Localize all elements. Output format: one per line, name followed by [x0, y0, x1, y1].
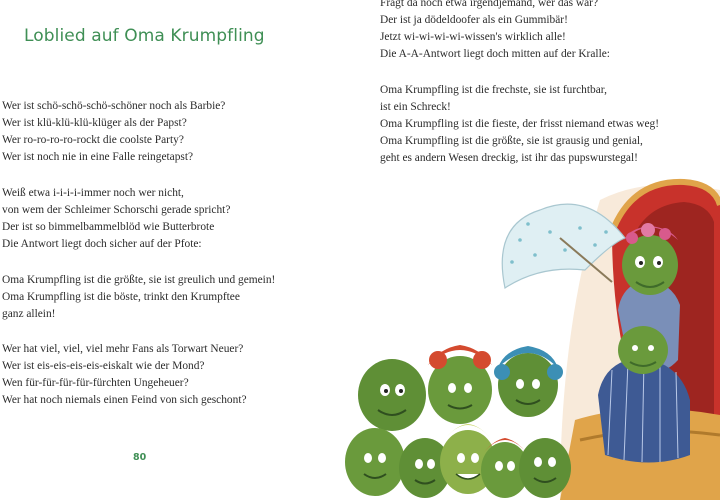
- right-page: [360, 0, 720, 500]
- poem-line: Jetzt wi-wi-wi-wi-wissen's wirklich alle!: [380, 31, 566, 43]
- stanza-2: [2, 185, 230, 253]
- poem-line: Weiß etwa i-i-i-i-immer noch wer nicht,: [2, 187, 184, 199]
- stanza-4: [2, 341, 247, 409]
- poem-line: Der ist so bimmelbammelblöd wie Butterbrote: [2, 221, 215, 233]
- poem-line: Wer ist noch nie in eine Falle reingetapst?: [2, 151, 194, 163]
- poem-line: Die A-A-Antwort liegt doch mitten auf der Kralle:: [380, 48, 610, 60]
- poem-line: Oma Krumpfling ist die fieste, der frisst niemand etwas weg!: [380, 118, 659, 130]
- stanza-5: [380, 0, 610, 63]
- poem-line: Wer ist klü-klü-klü-klüger als der Papst?: [2, 117, 187, 129]
- poem-line: Die Antwort liegt doch sicher auf der Pfote:: [2, 238, 202, 250]
- poem-line: geht es andern Wesen dreckig, ist ihr das pupswurstegal!: [380, 152, 638, 164]
- poem-line: Oma Krumpfling ist die frechste, sie ist furchtbar,: [380, 84, 607, 96]
- poem-line: ganz allein!: [2, 308, 56, 320]
- poem-line: Wer ist schö-schö-schö-schöner noch als Barbie?: [2, 100, 226, 112]
- poem-line: Wer hat noch niemals einen Feind von sich geschont?: [2, 394, 247, 406]
- stanza-3: [2, 272, 275, 323]
- poem-line: Wer ist eis-eis-eis-eis-eiskalt wie der Mond?: [2, 360, 205, 372]
- poem-line: Wer hat viel, viel, viel mehr Fans als Torwart Neuer?: [2, 343, 244, 355]
- poem-line: Wen für-für-für-für-fürchten Ungeheuer?: [2, 377, 189, 389]
- poem-line: von wem der Schleimer Schorschi gerade spricht?: [2, 204, 231, 216]
- page-number: 80: [133, 452, 147, 463]
- poem-title: Loblied auf Oma Krumpfling: [24, 26, 265, 46]
- poem-line: Fragt da noch etwa irgendjemand, wer das wär?: [380, 0, 599, 9]
- poem-line: Der ist ja dödeldoofer als ein Gummibär!: [380, 14, 568, 26]
- poem-line: Wer ro-ro-ro-ro-rockt die coolste Party?: [2, 134, 184, 146]
- poem-line: Oma Krumpfling ist die böste, trinkt den Krumpftee: [2, 291, 240, 303]
- stanza-6: [380, 82, 659, 167]
- poem-line: ist ein Schreck!: [380, 101, 451, 113]
- poem-line: Oma Krumpfling ist die größte, sie ist grausig und genial,: [380, 135, 643, 147]
- poem-line: Oma Krumpfling ist die größte, sie ist greulich und gemein!: [2, 274, 276, 286]
- stanza-1: [2, 98, 225, 166]
